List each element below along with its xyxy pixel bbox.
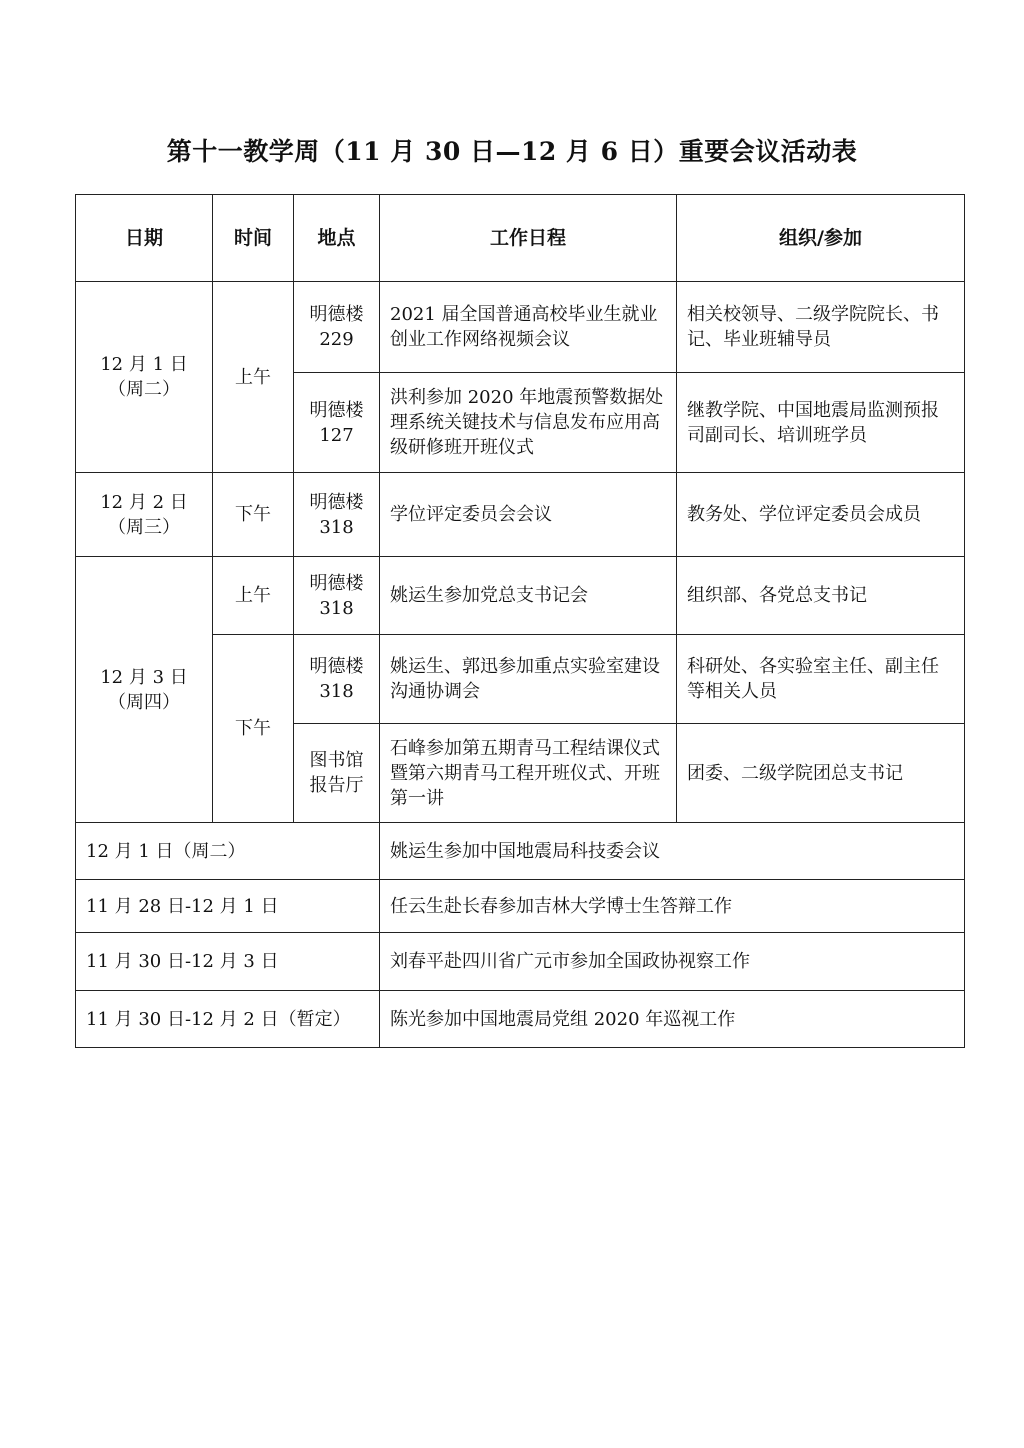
date-line: 12 月 1 日 [100, 354, 188, 375]
header-location: 地点 [294, 195, 380, 282]
location-cell: 明德楼 229 [294, 282, 380, 373]
participants-cell: 科研处、各实验室主任、副主任等相关人员 [677, 635, 965, 724]
participants-cell: 相关校领导、二级学院院长、书记、毕业班辅导员 [677, 282, 965, 373]
participants-cell: 组织部、各党总支书记 [677, 557, 965, 635]
location-cell: 明德楼 318 [294, 473, 380, 557]
date-line: 12 月 3 日 [100, 666, 188, 688]
time-cell: 上午 [213, 282, 294, 473]
agenda-cell: 2021 届全国普通高校毕业生就业创业工作网络视频会议 [380, 282, 677, 373]
date-cell [76, 557, 213, 823]
agenda-cell: 石峰参加第五期青马工程结课仪式暨第六期青马工程开班仪式、开班第一讲 [380, 724, 677, 823]
location-cell: 明德楼 318 [294, 635, 380, 724]
agenda-cell: 洪利参加 2020 年地震预警数据处理系统关键技术与信息发布应用高级研修班开班仪式 [380, 373, 677, 473]
time-cell: 下午 [213, 635, 294, 823]
agenda-cell: 姚运生参加党总支书记会 [380, 557, 677, 635]
participants-cell: 团委、二级学院团总支书记 [677, 724, 965, 823]
table-header-row [76, 195, 965, 282]
schedule-table [75, 194, 965, 1048]
time-cell: 下午 [213, 473, 294, 557]
table-row [76, 880, 965, 933]
page-title: 第十一教学周（11 月 30 日—12 月 6 日）重要会议活动表 [166, 137, 858, 166]
date-line: 12 月 2 日 [100, 491, 188, 513]
weekday-line: （周三） [108, 516, 180, 538]
weekday-line: （周四） [108, 691, 180, 713]
table-row [76, 991, 965, 1048]
header-date: 日期 [76, 195, 213, 282]
location-cell: 明德楼 127 [294, 373, 380, 473]
extra-activity-cell: 任云生赴长春参加吉林大学博士生答辩工作 [380, 880, 965, 933]
table-row [76, 473, 965, 557]
table-row [76, 557, 965, 635]
weekday-line: （周二） [108, 379, 180, 400]
header-time: 时间 [213, 195, 294, 282]
table-row [76, 933, 965, 991]
header-participants: 组织/参加 [677, 195, 965, 282]
extra-dates-cell: 11 月 30 日-12 月 3 日 [76, 933, 380, 991]
extra-activity-cell: 陈光参加中国地震局党组 2020 年巡视工作 [380, 991, 965, 1048]
header-agenda: 工作日程 [380, 195, 677, 282]
date-cell [76, 282, 213, 473]
participants-cell: 教务处、学位评定委员会成员 [677, 473, 965, 557]
extra-activity-cell: 姚运生参加中国地震局科技委会议 [380, 823, 965, 880]
extra-dates-cell: 11 月 30 日-12 月 2 日（暂定） [76, 991, 380, 1048]
table-row [76, 282, 965, 373]
extra-dates-cell: 12 月 1 日（周二） [76, 823, 380, 880]
table-row [76, 823, 965, 880]
date-cell [76, 473, 213, 557]
time-cell: 上午 [213, 557, 294, 635]
extra-dates-cell: 11 月 28 日-12 月 1 日 [76, 880, 380, 933]
location-cell: 明德楼 318 [294, 557, 380, 635]
extra-activity-cell: 刘春平赴四川省广元市参加全国政协视察工作 [380, 933, 965, 991]
location-cell: 图书馆报告厅 [294, 724, 380, 823]
agenda-cell: 学位评定委员会会议 [380, 473, 677, 557]
participants-cell: 继教学院、中国地震局监测预报司副司长、培训班学员 [677, 373, 965, 473]
agenda-cell: 姚运生、郭迅参加重点实验室建设沟通协调会 [380, 635, 677, 724]
